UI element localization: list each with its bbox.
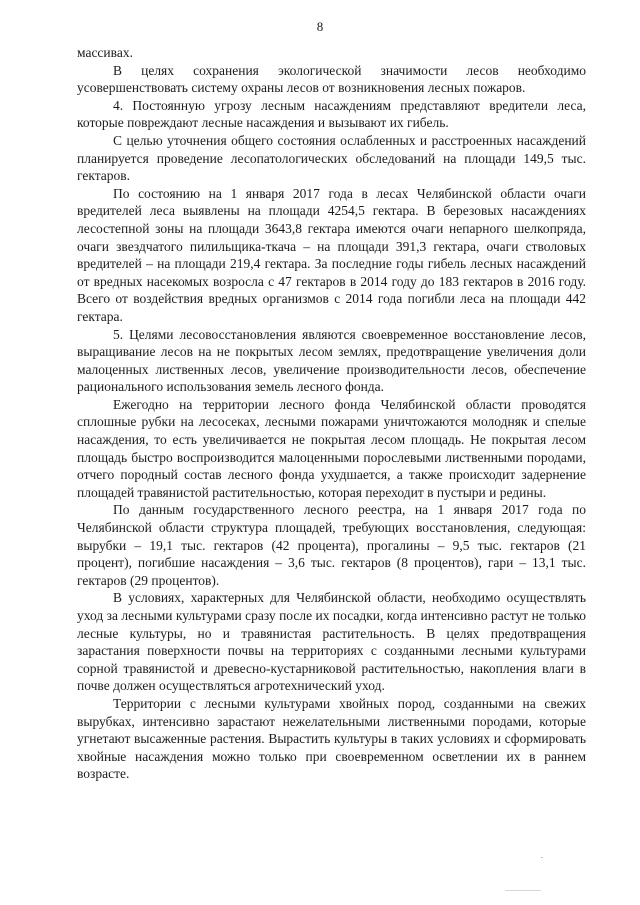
paragraph-pest-areas: По состоянию на 1 января 2017 года в лесах Челябинской области очаги вредителей леса выявлены на площади 4254,5 гектара. В березовых насаждениях лесостепной зоны на площади 3643,8 гектара имеются очаги непарного шелкопряда, очаги звездчатого пилильщика-ткача – на площади 391,3 гектара, очаги стволовых вредителей – на площади 219,4 гектара. За последние годы гибель лесных насаждений от вредных насекомых возросла с 47 гектаров в 2014 году до 183 гектаров в 2016 году. Всего от воздействия вредных организмов с 2014 года погибли леса на площади 442 гектара. [77,185,586,324]
paragraph-fire-protection: В целях сохранения экологической значимости лесов необходимо усовершенствовать систему охраны лесов от возникновения лесных пожаров. [77,62,586,96]
paragraph-coniferous-cultures: Территории с лесными культурами хвойных пород, созданными на свежих вырубках, интенсивно зарастают нежелательными лиственными породами, которые угнетают высаженные растения. Вырастить культуры в таких условиях и сформировать хвойные насаждения можно только при своевременном осветлении их в раннем возрасте. [77,695,586,782]
paragraph-plantation-care: В условиях, характерных для Челябинской области, необходимо осуществлять уход за лесными культурами сразу после их посадки, когда интенсивно растут не только лесные культуры, но и травянистая растительность. В целях предотвращения зарастания поверхности почвы на территориях с созданными лесными культурами сорной травянистой и древесно-кустарниковой растительностью, накопления влаги в почве должен осуществляться агротехнический уход. [77,590,586,694]
paragraph-registry-structure: По данным государственного лесного реестра, на 1 января 2017 года по Челябинской области структура площадей, требующих восстановления, следующая: вырубки – 19,1 тыс. гектаров (42 процента), прогалины – 9,5 тыс. гектаров (21 процент), погибшие насаждения – 3,6 тыс. гектаров (8 процентов), гари – 13,1 тыс. гектаров (29 процентов). [77,502,586,588]
paragraph-reforestation-goals: 5. Целями лесовосстановления являются своевременное восстановление лесов, выращивание лесов на не покрытых лесом землях, предотвращение увеличения доли малоценных лиственных лесов, увеличение производительности лесов, обеспечение рационального использования земель лесного фонда. [77,326,586,395]
paragraph-surveys: С целью уточнения общего состояния ослабленных и расстроенных насаждений планируется проведение лесопатологических обследований на площади 149,5 тыс. гектаров. [77,132,586,184]
scan-mark [505,890,541,891]
scan-speck [541,857,543,858]
paragraph-pests-threat: 4. Постоянную угрозу лесным насаждениям представляют вредители леса, которые повреждают лесные насаждения и вызывают их гибель. [77,97,586,131]
page-number: 8 [316,19,324,34]
paragraph-continuation: массивах. [77,45,133,60]
document-body [77,44,586,783]
paragraph-clear-cutting: Ежегодно на территории лесного фонда Челябинской области проводятся сплошные рубки на лесосеках, лесными пожарами уничтожаются молодняк и спелые насаждения, то есть увеличивается не покрытая лесом площадь. Не покрытая лесом площадь быстро воспроизводится малоценными порослевыми лиственными породами, отчего породный состав лесного фонда ухудшается, а также происходит задернение площадей травянистой растительностью, которая переходит в пустыри и редины. [77,396,586,500]
